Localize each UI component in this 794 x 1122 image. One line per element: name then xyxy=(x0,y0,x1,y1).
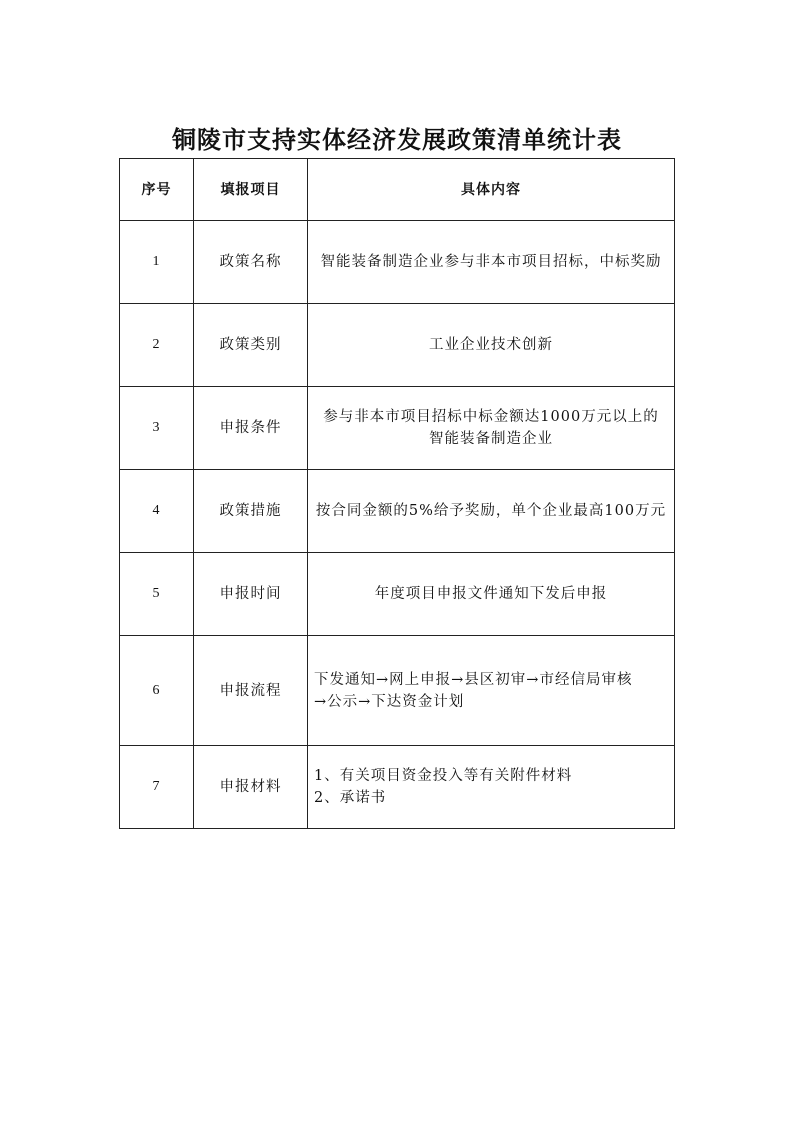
policy-table xyxy=(119,158,675,829)
table-header-row xyxy=(120,159,675,221)
row-seq: 6 xyxy=(120,636,194,746)
row-seq: 4 xyxy=(120,470,194,553)
row-item: 政策措施 xyxy=(194,470,308,553)
row-item: 申报流程 xyxy=(194,636,308,746)
table-row xyxy=(120,746,675,829)
content-line: 年度项目申报文件通知下发后申报 xyxy=(374,586,608,602)
table-row xyxy=(120,470,675,553)
header-item: 填报项目 xyxy=(194,159,308,221)
table-row xyxy=(120,553,675,636)
content-line: 1、有关项目资金投入等有关附件材料 xyxy=(314,768,573,784)
table-row xyxy=(120,221,675,304)
content-line: 下发通知→网上申报→县区初审→市经信局审核 xyxy=(314,671,633,688)
row-content xyxy=(308,746,675,829)
row-content xyxy=(308,387,675,470)
content-line: 参与非本市项目招标中标金额达1000万元以上的 xyxy=(323,409,659,425)
row-item: 申报时间 xyxy=(194,553,308,636)
table-row xyxy=(120,636,675,746)
row-seq: 3 xyxy=(120,387,194,470)
row-seq: 1 xyxy=(120,221,194,304)
row-seq: 2 xyxy=(120,304,194,387)
content-line: →公示→下达资金计划 xyxy=(314,693,465,710)
row-seq: 5 xyxy=(120,553,194,636)
content-line: 工业企业技术创新 xyxy=(429,337,553,353)
row-item: 政策名称 xyxy=(194,221,308,304)
row-item: 申报条件 xyxy=(194,387,308,470)
row-content xyxy=(308,553,675,636)
table-row xyxy=(120,304,675,387)
header-seq: 序号 xyxy=(120,159,194,221)
row-item: 政策类别 xyxy=(194,304,308,387)
row-content xyxy=(308,470,675,553)
row-content xyxy=(308,304,675,387)
page-title: 铜陵市支持实体经济发展政策清单统计表 xyxy=(172,125,622,154)
header-content: 具体内容 xyxy=(308,159,675,221)
table-row xyxy=(120,387,675,470)
content-line: 2、承诺书 xyxy=(314,790,387,806)
row-content xyxy=(308,221,675,304)
content-line: 按合同金额的5%给予奖励，单个企业最高100万元 xyxy=(315,503,667,519)
row-item: 申报材料 xyxy=(194,746,308,829)
content-line: 智能装备制造企业 xyxy=(429,431,553,447)
row-seq: 7 xyxy=(120,746,194,829)
row-content xyxy=(308,636,675,746)
content-line: 智能装备制造企业参与非本市项目招标，中标奖励 xyxy=(320,254,662,270)
